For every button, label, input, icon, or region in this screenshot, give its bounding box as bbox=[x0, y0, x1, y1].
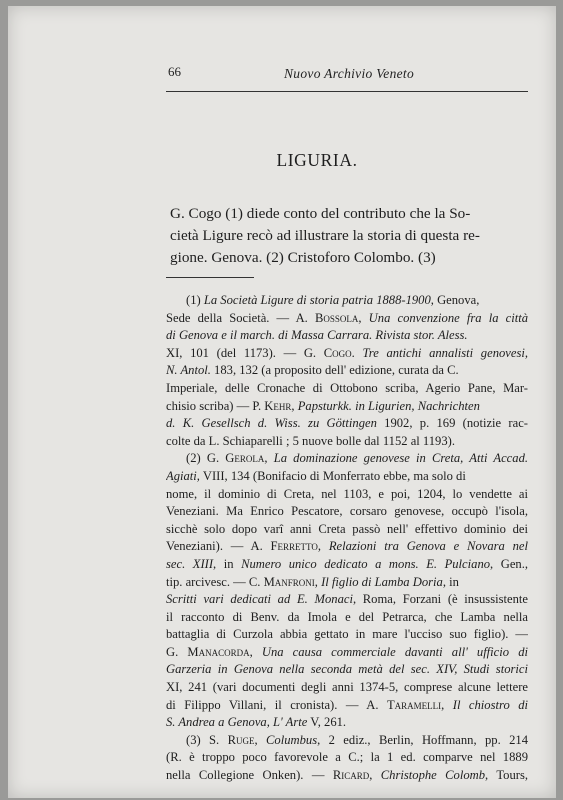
footnote-text: di Genova e il march. di Massa Carrara. Rivista stor. Aless. bbox=[166, 328, 468, 343]
footnote-text: Kehr bbox=[264, 398, 292, 413]
footnote-line bbox=[166, 310, 528, 328]
footnote-text: La dominazione genovese in Creta, Atti Accad. bbox=[273, 451, 528, 466]
footnote-text: sicchè solo dopo varî anni Creta passò nell' effettivo dominio dei bbox=[166, 521, 528, 536]
footnote-text: Una convenzione fra la città bbox=[368, 310, 528, 325]
intro-line: gione. Genova. (2) Cristoforo Colombo. (3) bbox=[170, 249, 436, 266]
running-header bbox=[166, 64, 528, 90]
footnote-line bbox=[166, 644, 528, 662]
footnote-text: Cogo bbox=[323, 345, 352, 360]
footnote-text: S. Andrea a Genova, L' Arte bbox=[166, 715, 308, 730]
page-number: 66 bbox=[168, 64, 181, 79]
footnote-line bbox=[166, 380, 528, 398]
footnote-text: colte da L. Schiaparelli ; 5 nuove bolle dal 1152 al 1193). bbox=[166, 433, 455, 448]
footnote-rule bbox=[166, 277, 254, 278]
footnote-text: Columbus bbox=[266, 732, 318, 747]
book-page bbox=[8, 6, 556, 798]
footnote-text: , Tours, bbox=[485, 768, 528, 783]
footnote-text: XI, 241 (vari documenti degli anni 1374-5, comprese alcune lettere bbox=[166, 680, 528, 695]
footnote-text: , in bbox=[213, 556, 242, 571]
footnote-text: , bbox=[264, 451, 274, 466]
footnote-line bbox=[166, 591, 528, 609]
footnote-text: , 2 ediz., Berlin, Hoffmann, pp. 214 bbox=[317, 732, 528, 747]
footnote-text: Relazioni tra Genova e Novara nel bbox=[328, 539, 528, 554]
footnote-text: , bbox=[358, 310, 369, 325]
footnote-text: (2) G. bbox=[186, 451, 226, 466]
footnote-line bbox=[166, 714, 528, 732]
footnote-text: Veneziani). — A. bbox=[166, 539, 271, 554]
footnote-line bbox=[166, 345, 528, 363]
footnote-text: Gerola bbox=[225, 451, 265, 466]
footnote-text: , bbox=[249, 644, 262, 659]
footnote-text: Ruge bbox=[227, 732, 255, 747]
footnote-text: Sede della Società. — A. bbox=[166, 310, 315, 325]
intro-line: G. Cogo (1) diede conto del contributo che la So- bbox=[170, 205, 471, 222]
footnote-text: Agiati, bbox=[166, 468, 200, 483]
footnote-text: (R. è troppo poco favorevole a C.; la 1 ed. comparve nel 1889 bbox=[166, 750, 528, 765]
footnote-text: , bbox=[291, 398, 298, 413]
footnote-text: battaglia di Curzola abbia gettato in mare l'ucciso suo figlio). — bbox=[166, 627, 528, 642]
footnote-text: nella Collegione Onken). — bbox=[166, 768, 333, 783]
header-rule bbox=[166, 91, 528, 92]
footnote-line bbox=[166, 538, 528, 556]
footnote-line bbox=[166, 767, 528, 785]
intro-paragraph bbox=[170, 203, 526, 269]
footnote-text: (1) bbox=[186, 293, 204, 307]
footnote-text: Garzeria in Genova nella seconda metà del sec. XIV, Studi storici bbox=[166, 662, 528, 677]
footnote-line bbox=[166, 503, 528, 521]
footnote-line bbox=[166, 697, 528, 715]
footnote-text: V, 261. bbox=[307, 715, 347, 730]
footnote-text: Il chiostro di bbox=[452, 697, 528, 712]
footnote-line bbox=[166, 679, 528, 697]
footnote-text: Il figlio di Lamba Doria bbox=[321, 574, 443, 589]
footnote-text: nome, il dominio di Creta, nel 1103, e poi, 1204, lo vendette ai bbox=[166, 486, 528, 501]
footnote-text: , Gen., bbox=[490, 556, 528, 571]
footnote-line bbox=[166, 749, 528, 767]
footnote-text: Una causa commerciale davanti all' ufficio di bbox=[261, 644, 528, 659]
footnote-text: Manfroni bbox=[263, 574, 315, 589]
footnote-text: il racconto di Benv. da Imola e del Petrarca, che Lamba nella bbox=[166, 609, 528, 624]
footnote-line bbox=[166, 521, 528, 539]
footnote-text: Tre antichi annalisti genovesi, bbox=[362, 345, 528, 360]
footnote-text: , bbox=[441, 697, 453, 712]
footnotes bbox=[166, 292, 528, 785]
footnote-line bbox=[166, 732, 528, 750]
footnote-line bbox=[166, 574, 528, 592]
footnote-line bbox=[166, 433, 528, 451]
footnote-text: Bossola bbox=[314, 310, 359, 325]
footnote-text: (3) S. bbox=[186, 732, 228, 747]
footnote-line bbox=[166, 626, 528, 644]
footnote-text: . bbox=[351, 345, 363, 360]
footnote-line bbox=[166, 609, 528, 627]
footnote-text: , bbox=[254, 732, 267, 747]
footnote-text: Christophe Colomb bbox=[380, 768, 486, 783]
footnote-line bbox=[166, 661, 528, 679]
footnote-text: , bbox=[314, 574, 322, 589]
footnote-line bbox=[166, 556, 528, 574]
footnote-text: XI, 101 (del 1173). — G. bbox=[166, 345, 324, 360]
running-title: Nuovo Archivio Veneto bbox=[284, 66, 415, 81]
footnote-text: Ricard bbox=[332, 768, 370, 783]
footnote-text: Ferretto bbox=[270, 539, 318, 554]
footnote-text: Veneziani. Ma Enrico Pescatore, corsaro genovese, occupò l'isola, bbox=[166, 504, 528, 519]
footnote-text: La Società Ligure di storia patria 1888-1900 bbox=[203, 293, 431, 307]
footnote-line bbox=[166, 292, 528, 310]
footnote-text: , Genova, bbox=[430, 293, 480, 307]
footnote-text: Papsturkk. in Ligurien, Nachrichten bbox=[297, 398, 480, 413]
footnote-line bbox=[166, 450, 528, 468]
footnote-text: Manacorda bbox=[187, 644, 250, 659]
footnote-text: d. K. Gesellsch d. Wiss. zu Göttingen bbox=[166, 416, 377, 431]
footnote-text: tip. arcivesc. — C. bbox=[166, 574, 264, 589]
footnote-line bbox=[166, 415, 528, 433]
footnote-text: Taramelli bbox=[386, 697, 442, 712]
footnote-text: , in bbox=[442, 574, 459, 589]
footnote-text: 1902, p. 169 (notizie rac- bbox=[376, 416, 528, 431]
footnote-text: , bbox=[369, 768, 381, 783]
footnote-text: VIII, 134 (Bonifacio di Monferrato ebbe, ma solo di bbox=[199, 468, 466, 483]
footnote-text: sec. XIII bbox=[166, 556, 214, 571]
footnote-text: , Roma, Forzani (è insussistente bbox=[352, 592, 528, 607]
footnote-line bbox=[166, 486, 528, 504]
footnote-line bbox=[166, 362, 528, 380]
footnote-text: Numero unico dedicato a mons. E. Pulciano bbox=[241, 556, 491, 571]
section-title: LIGURIA. bbox=[276, 150, 358, 170]
footnote-text: chisio scriba) — P. bbox=[166, 398, 265, 413]
footnote-line bbox=[166, 327, 528, 345]
footnote-text: Imperiale, delle Cronache di Ottobono scriba, Agerio Pane, Mar- bbox=[166, 380, 528, 395]
intro-line: cietà Ligure recò ad illustrare la storia di questa re- bbox=[170, 227, 480, 244]
footnote-text: 183, 132 (a proposito dell' edizione, curata da C. bbox=[210, 363, 459, 378]
footnote-line bbox=[166, 468, 528, 486]
footnote-text: di Filippo Villani, il cronista). — A. bbox=[166, 697, 387, 712]
footnote-line bbox=[166, 398, 528, 416]
footnote-text: Scritti vari dedicati ad E. Monaci bbox=[166, 592, 353, 607]
footnote-text: , bbox=[317, 539, 329, 554]
footnote-text: N. Antol. bbox=[166, 363, 211, 378]
footnote-text: G. bbox=[166, 644, 188, 659]
